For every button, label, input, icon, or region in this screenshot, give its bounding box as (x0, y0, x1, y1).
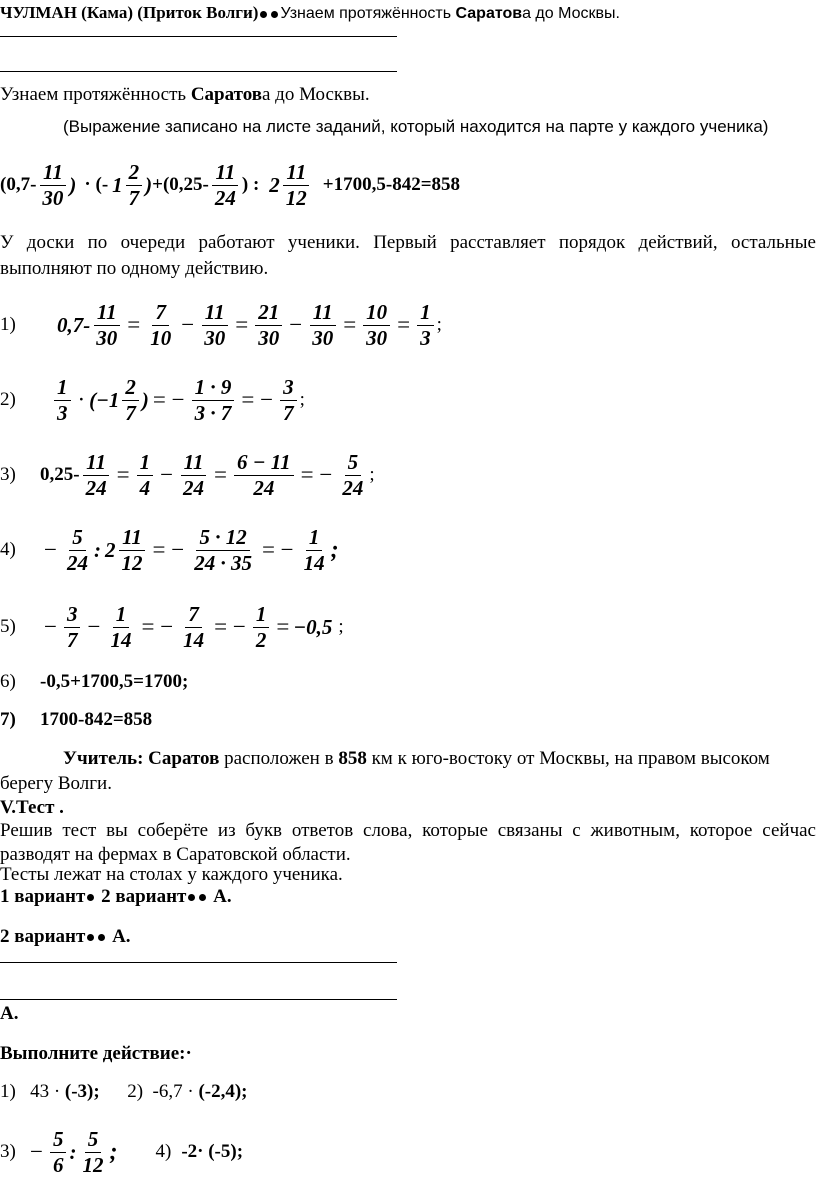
fraction (39, 161, 66, 208)
step-6 (0, 671, 188, 693)
step-text: 1700-842=858 (40, 709, 153, 730)
variant-label: 1 вариант (0, 886, 86, 907)
fraction-num: 11 (40, 161, 66, 185)
expr-part: ) (145, 172, 153, 197)
main-expression (0, 155, 460, 215)
fraction (93, 301, 120, 348)
test-description: Решив тест вы соберёте из букв ответов слова, которые связаны с животным, которое сейчас разводят на фермах в Саратовской области. (0, 820, 816, 865)
step-end: ; (369, 464, 375, 485)
question-text: -2· (-5); (181, 1141, 244, 1162)
expr-part: +1700,5-842=858 (322, 174, 461, 195)
fraction-den: 10 (150, 325, 172, 350)
instructions: У доски по очереди работают ученики. Первый расставляет порядок действий, остальные выполняют по одному действию. (0, 232, 816, 279)
variant-label: А. (107, 926, 131, 947)
header-task-post: а до Москвы. (522, 5, 620, 22)
questions-row-2 (0, 1122, 243, 1182)
fraction (64, 526, 91, 573)
task-note: (Выражение записано на листе заданий, который находится на парте у каждого ученика) (63, 117, 769, 136)
fraction-den: 24 (253, 475, 275, 500)
math-operator: ) (141, 387, 149, 412)
step-end: ; (436, 314, 442, 335)
math-operator: − (289, 312, 303, 337)
fraction-den: 14 (183, 627, 205, 652)
fraction (79, 1128, 106, 1175)
fraction (122, 376, 139, 423)
section-a: А. (0, 1003, 19, 1024)
fraction-num: 11 (212, 161, 238, 185)
step-1 (0, 295, 442, 355)
fraction (64, 603, 81, 650)
fraction-num: 1 (113, 603, 130, 627)
task-city: Саратов (190, 84, 262, 105)
fraction-den: 30 (96, 325, 118, 350)
math-operator: = (235, 312, 249, 337)
do-action: Выполните действие:· (0, 1043, 192, 1064)
fraction (83, 451, 110, 498)
fraction-num: 5 (85, 1128, 102, 1152)
step-5 (0, 597, 344, 657)
fraction-den: 14 (110, 627, 132, 652)
fraction (180, 603, 207, 650)
divider (0, 962, 397, 963)
step-2 (0, 370, 305, 430)
math-operator: − (44, 537, 57, 562)
fraction-num: 11 (83, 451, 109, 475)
step-number: 4) (0, 539, 16, 560)
fraction (107, 603, 134, 650)
bullet-icon (199, 894, 206, 901)
fraction-den: 3 · 7 (194, 400, 232, 425)
fraction (339, 451, 366, 498)
teacher-text: расположен в (219, 748, 339, 769)
question-number: 1) (0, 1081, 16, 1102)
question-text: 43 · (30, 1081, 65, 1102)
expr-mixed-whole: 1 (112, 172, 123, 197)
step-end: ; (338, 616, 344, 637)
math-operator: − (160, 462, 174, 487)
math-operator: = − (214, 614, 246, 639)
header-task-city: Саратов (455, 5, 523, 22)
fraction-den: 3 (420, 325, 431, 350)
math-operator: = − (152, 537, 185, 562)
math-operator: − (87, 614, 101, 639)
fraction-num: 2 (122, 376, 139, 400)
math-operator: = − (241, 387, 274, 412)
math-operator: = (276, 614, 290, 639)
fraction-num: 10 (363, 301, 390, 325)
fraction-den: 7 (128, 185, 140, 210)
expr-part: ) : (241, 174, 260, 195)
question-number: 3) (0, 1141, 16, 1162)
step-3 (0, 445, 375, 505)
mixed-whole: 2 (104, 537, 116, 562)
fraction (255, 301, 282, 348)
fraction-den: 12 (121, 550, 143, 575)
fraction-num: 1 (137, 451, 154, 475)
bullet-icon (87, 894, 94, 901)
question-text: (-2,4); (198, 1081, 248, 1102)
fraction (201, 301, 228, 348)
test-title: V.Тест . (0, 797, 64, 818)
header-line (0, 3, 620, 23)
header-river: ЧУЛМАН (Кама) (Приток Волги) (0, 3, 259, 22)
fraction-den: 4 (139, 475, 151, 500)
fraction (191, 526, 255, 573)
bullet-icon (98, 934, 105, 941)
fraction-num: 5 (345, 451, 362, 475)
fraction (126, 161, 143, 208)
question-end: ; (109, 1138, 118, 1165)
variant-line-1 (0, 886, 232, 908)
bullet-icon (87, 934, 94, 941)
fraction-den: 30 (366, 325, 388, 350)
teacher-text: км к юго-востоку от Москвы, на правом высоком (366, 748, 770, 769)
math-operator: = (343, 312, 357, 337)
teacher-km: 858 (338, 748, 367, 769)
variant-label: А. (208, 886, 232, 907)
math-operator: = − (141, 614, 174, 639)
fraction-den: 7 (66, 627, 78, 652)
questions-row-1 (0, 1081, 248, 1103)
fraction-num: 1 (417, 301, 434, 325)
teacher-line (63, 748, 770, 770)
math-operator: · (77, 387, 86, 412)
fraction-den: 3 (57, 400, 68, 425)
math-operator: = (214, 462, 228, 487)
mixed-whole: −1 (96, 387, 120, 412)
fraction (234, 451, 294, 498)
fraction-den: 30 (204, 325, 226, 350)
step-end: ; (330, 536, 339, 563)
math-operator: = (116, 462, 130, 487)
step-end: ; (299, 389, 305, 410)
fraction-num: 5 · 12 (196, 526, 249, 550)
expr-part: (0,7- (0, 174, 37, 195)
fraction-num: 5 (69, 526, 86, 550)
fraction-den: 7 (283, 400, 294, 425)
math-operator: − (30, 1139, 43, 1164)
step-number: 7) (0, 709, 16, 730)
step-4 (0, 520, 339, 580)
fraction-num: 7 (152, 301, 169, 325)
math-operator: = − (300, 462, 333, 487)
task-line (0, 84, 370, 106)
variant-label: 2 вариант (96, 886, 187, 907)
fraction (280, 376, 297, 423)
divider (0, 71, 397, 72)
variant-label: 2 вариант (0, 926, 86, 947)
fraction-den: 12 (82, 1152, 104, 1177)
math-operator: = (127, 312, 141, 337)
question-number: 4) (155, 1141, 172, 1162)
divider (0, 36, 397, 37)
step-number: 1) (0, 314, 16, 335)
fraction-den: 24 (214, 185, 236, 210)
step-number: 5) (0, 616, 16, 637)
math-operator: ( (89, 387, 97, 412)
fraction-den: 14 (303, 550, 325, 575)
fraction-num: 1 (253, 603, 270, 627)
fraction-num: 1 · 9 (192, 376, 235, 400)
fraction-num: 11 (310, 301, 336, 325)
math-operator: − (181, 312, 195, 337)
fraction-num: 11 (202, 301, 228, 325)
test-tables: Тесты лежат на столах у каждого ученика. (0, 864, 343, 885)
fraction-den: 30 (312, 325, 334, 350)
fraction-den: 12 (285, 185, 307, 210)
fraction-den: 24 (183, 475, 205, 500)
math-operator: : (69, 1139, 77, 1164)
bullet-icon (271, 11, 278, 18)
variant-line-2 (0, 926, 131, 948)
fraction (417, 301, 434, 348)
step-lead: 0,7- (57, 312, 91, 337)
step-7 (0, 709, 152, 731)
fraction-num: 5 (50, 1128, 67, 1152)
question-text: -6,7 · (152, 1081, 199, 1102)
fraction-num: 21 (255, 301, 282, 325)
fraction (54, 376, 71, 423)
question-number: 2) (127, 1081, 144, 1102)
fraction-den: 30 (258, 325, 280, 350)
fraction-den: 24 (342, 475, 364, 500)
fraction (301, 526, 328, 573)
math-operator: = (397, 312, 411, 337)
step-number: 2) (0, 389, 16, 410)
fraction-num: 7 (185, 603, 202, 627)
expr-mixed-whole: 2 (269, 172, 280, 197)
fraction-den: 30 (42, 185, 64, 210)
teacher-line-2: берегу Волги. (0, 773, 112, 794)
fraction-den: 7 (125, 400, 136, 425)
fraction-den: 24 (66, 550, 88, 575)
fraction-num: 11 (283, 161, 309, 185)
question-text: (-3); (64, 1081, 100, 1102)
math-operator: : (93, 537, 101, 562)
fraction (283, 161, 310, 208)
expr-part: ) (69, 172, 77, 197)
fraction (180, 451, 207, 498)
fraction (137, 451, 154, 498)
step-number: 6) (0, 671, 16, 692)
step-lead: 0,25- (40, 464, 80, 485)
fraction-num: 2 (126, 161, 143, 185)
fraction-num: 1 (306, 526, 323, 550)
task-pre: Узнаем протяжённость (0, 84, 191, 105)
fraction-num: 11 (119, 526, 145, 550)
fraction-num: 11 (94, 301, 120, 325)
fraction (50, 1128, 67, 1175)
fraction (309, 301, 336, 348)
fraction-den: 24 (85, 475, 107, 500)
fraction-num: 3 (64, 603, 81, 627)
task-post: а до Москвы. (262, 84, 370, 105)
fraction (192, 376, 235, 423)
fraction-num: 6 − 11 (234, 451, 294, 475)
expr-part: · (- (84, 174, 109, 195)
fraction (118, 526, 145, 573)
bullet-icon (188, 894, 195, 901)
bullet-icon (260, 11, 267, 18)
fraction (363, 301, 390, 348)
divider (0, 999, 397, 1000)
step-text: -0,5+1700,5=1700; (40, 671, 189, 692)
math-operator: − (44, 614, 57, 639)
fraction (212, 161, 239, 208)
fraction-den: 6 (52, 1152, 64, 1177)
header-task-pre: Узнаем протяжённость (280, 5, 456, 22)
fraction-num: 3 (280, 376, 297, 400)
fraction-den: 2 (255, 627, 267, 652)
fraction-num: 1 (54, 376, 71, 400)
expr-part: +(0,25- (152, 174, 209, 195)
math-operator: = − (152, 387, 185, 412)
teacher-label: Учитель: Саратов (63, 748, 220, 769)
fraction (147, 301, 174, 348)
step-result: −0,5 (293, 614, 333, 639)
step-number: 3) (0, 464, 16, 485)
math-operator: = − (261, 537, 294, 562)
fraction-num: 11 (181, 451, 207, 475)
fraction-den: 24 · 35 (194, 550, 252, 575)
fraction (253, 603, 270, 650)
